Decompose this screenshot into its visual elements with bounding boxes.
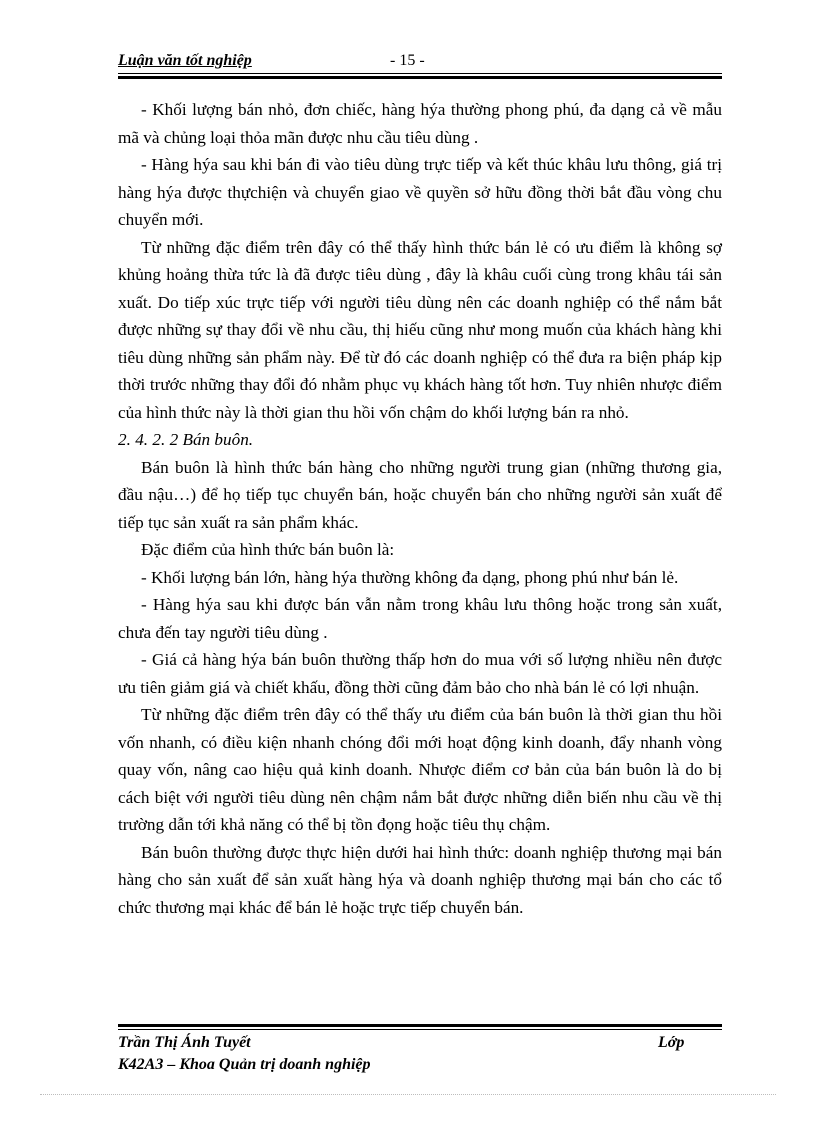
body-paragraph: - Hàng hýa sau khi bán đi vào tiêu dùng trực tiếp và kết thúc khâu lưu thông, giá trị hàng hýa được thựchiện và chuyển giao về quyền sở hữu đồng thời bắt đầu vòng chu chuyển mới. xyxy=(118,155,722,229)
body-paragraph: Từ những đặc điểm trên đây có thể thấy ưu điểm của bán buôn là thời gian thu hồi vốn nhanh, có điều kiện nhanh chóng đổi mới hoạt động kinh doanh, đẩy nhanh vòng quay vốn, nâng cao hiệu quả kinh doanh. Nhược điểm cơ bản của bán buôn là do bị cách biệt với người tiêu dùng nên chậm nắm bắt được những diễn biến nhu cầu về thị trường dẫn tới khả năng có thể bị tồn đọng hoặc tiêu thụ chậm. xyxy=(118,705,722,834)
body-paragraph: Đặc điểm của hình thức bán buôn là: xyxy=(141,540,395,559)
body-paragraph: Từ những đặc điểm trên đây có thể thấy hình thức bán lẻ có ưu điểm là không sợ khủng hoảng thừa tức là đã được tiêu dùng , đây là khâu cuối cùng trong khâu tái sản xuất. Do tiếp xúc trực tiếp với người tiêu dùng nên các doanh nghiệp có thể nắm bắt được những sự thay đổi về nhu cầu, thị hiếu cũng như mong muốn của khách hàng khi tiêu dùng những sản phẩm này. Để từ đó các doanh nghiệp có thể đưa ra biện pháp kịp thời trước những thay đổi đó nhằm phục vụ khách hàng tốt hơn. Tuy nhiên nhược điểm của hình thức này là thời gian thu hồi vốn chậm do khối lượng bán ra nhỏ. xyxy=(118,237,722,422)
page-header xyxy=(118,52,722,72)
body-paragraph: - Giá cả hàng hýa bán buôn thường thấp hơn do mua với số lượng nhiều nên được ưu tiên giảm giá và chiết khấu, đồng thời cũng đảm bảo cho nhà bán lẻ có lợi nhuận. xyxy=(118,650,722,697)
document-title: Luận văn tốt nghiệp xyxy=(118,52,252,69)
page-border xyxy=(40,1094,776,1095)
body-paragraph: Bán buôn thường được thực hiện dưới hai hình thức: doanh nghiệp thương mại bán hàng cho sản xuất để sản xuất hàng hýa và doanh nghiệp thương mại bán cho các tổ chức thương mại khác để bán lẻ hoặc trực tiếp chuyển bán. xyxy=(118,842,722,917)
department-line: K42A3 – Khoa Quản trị doanh nghiệp xyxy=(118,1056,371,1073)
body-paragraph: - Hàng hýa sau khi được bán vẫn nằm trong khâu lưu thông hoặc trong sản xuất, chưa đến tay người tiêu dùng . xyxy=(118,595,722,642)
header-rule-thick xyxy=(118,76,722,79)
body-paragraph: - Khối lượng bán nhỏ, đơn chiếc, hàng hýa thường phong phú, đa dạng cả về mẫu mã và chủng loại thỏa mãn được nhu cầu tiêu dùng . xyxy=(118,100,722,147)
body-paragraph: - Khối lượng bán lớn, hàng hýa thường không đa dạng, phong phú như bán lẻ. xyxy=(141,567,679,587)
author-name: Trần Thị Ánh Tuyết xyxy=(118,1034,251,1051)
page-number: - 15 - xyxy=(390,52,425,69)
page-body xyxy=(118,96,722,921)
footer-rule-thin xyxy=(118,1029,722,1030)
body-paragraph: Bán buôn là hình thức bán hàng cho những người trung gian (những thương gia, đầu nậu…) để họ tiếp tục chuyển bán, hoặc chuyển bán cho những người sản xuất để tiếp tục sản xuất ra sản phẩm khác. xyxy=(118,457,722,532)
header-rule-thin xyxy=(118,73,722,74)
class-label: Lớp xyxy=(658,1034,685,1051)
section-heading: 2. 4. 2. 2 Bán buôn. xyxy=(118,430,254,449)
footer-rule-thick xyxy=(118,1024,722,1027)
